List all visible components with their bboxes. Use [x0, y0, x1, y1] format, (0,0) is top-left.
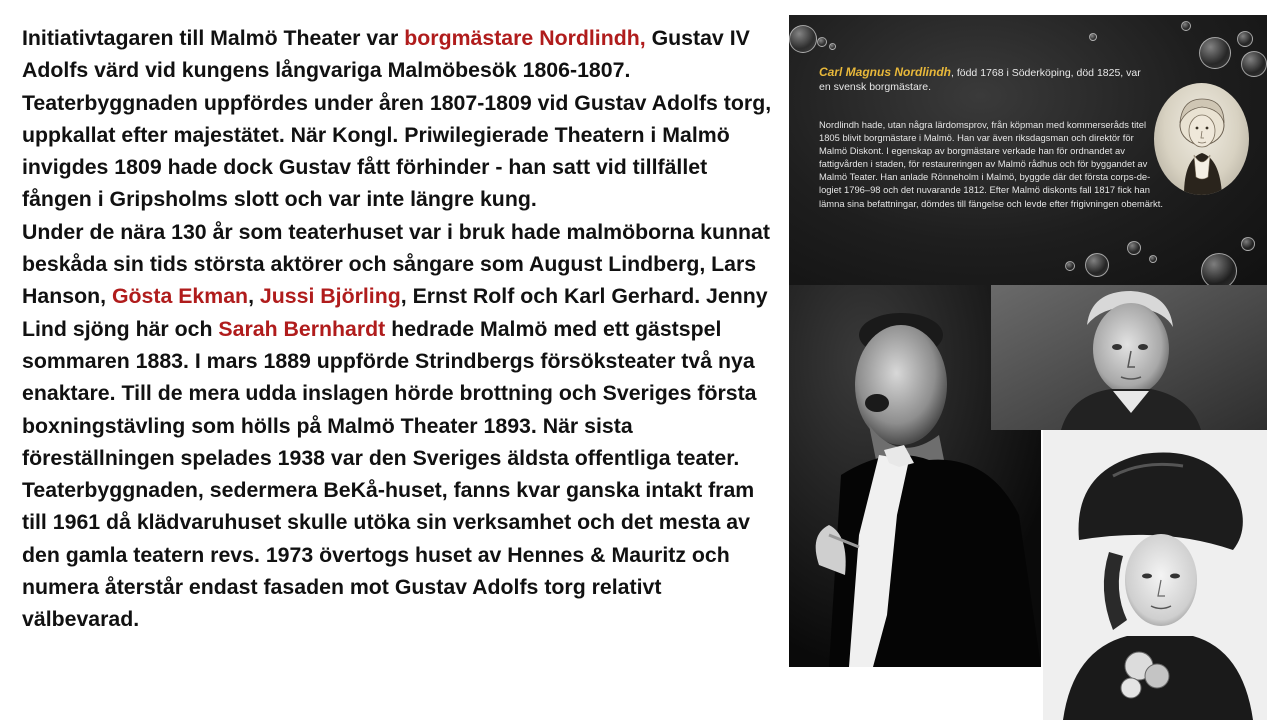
paragraph-1: [22, 22, 782, 216]
text-segment: Under de nära 130 år som teaterhuset var i bruk hade malmöborna kunnat beskåda sin tids största aktörer och sångare som August Lindberg, Lars Hanson,: [22, 219, 770, 309]
bubble-decoration: [1241, 51, 1267, 77]
article-text: [22, 22, 782, 636]
text-segment: Gustav IV Adolfs värd vid kungens långvariga Malmöbesök 1806-1807. Teaterbyggnaden uppfördes under åren 1807-1809 vid Gustav Adolfs torg, uppkallat efter majestätet. När Kongl. Priwilegierade Theatern i Malmö invigdes 1809 hade dock Gustav fått förhinder - han satt vid tillfället fången i Gripsholms slott och var inte längre kung.: [22, 26, 772, 212]
bio-name: Carl Magnus Nordlindh: [819, 65, 951, 79]
text-segment: , Ernst Rolf och Karl Gerhard. Jenny Lind sjöng här och: [22, 284, 768, 341]
bio-name-suffix: , född 1768 i Söderköping, död 1825, var en svensk borgmästare.: [819, 67, 1141, 93]
text-segment: ,: [248, 284, 260, 309]
bubble-decoration: [1237, 31, 1253, 47]
paragraph-2: [22, 216, 782, 474]
text-segment: hedrade Malmö med ett gästspel sommaren 1883. I mars 1889 uppförde Strindbergs försöksteater två nya enaktare. Till de mera udda inslagen hörde brottning och Sveriges första boxningstävling som hölls på Malmö Theater 1893. När sista föreställningen spelades 1938 var den Sveriges äldsta offentliga teater.: [22, 316, 757, 470]
nordlindh-bio-card: [789, 15, 1267, 285]
highlighted-name: Gösta Ekman: [111, 284, 249, 309]
bernhardt-photo: [1043, 430, 1267, 720]
bio-body: Nordlindh hade, utan några lärdomsprov, från köpman med kommerseråds titel 1805 blivit borgmästare i Malmö. Han var även riksdagsman och direktör för Malmö Diskont. I egenskap av borgmästare verkade han för ordnandet av fattigvården i staden, för restaureringen av Malmö rådhus och för byggandet av Malmö Teater. Han anlade Rönneholm i Malmö, byggde där det första corps-de-logiet 1796–98 och det nuvarande 1812. Efter Malmö diskonts fall 1817 fick han lämna sina befattningar, dömdes till fängelse och levde efter frigivningen obemärkt.: [819, 119, 1163, 209]
bio-heading: [819, 65, 1149, 94]
bubble-decoration: [1085, 253, 1109, 277]
bubble-decoration: [1181, 21, 1191, 31]
highlighted-name: Sarah Bernhardt: [218, 316, 386, 341]
bubble-decoration: [829, 43, 836, 50]
bubble-decoration: [817, 37, 827, 47]
bubble-decoration: [1201, 253, 1237, 285]
bubble-decoration: [1241, 237, 1255, 251]
nordlindh-portrait: [1154, 83, 1249, 195]
bubble-decoration: [789, 25, 817, 53]
text-segment: Teaterbyggnaden, sedermera BeKå-huset, fanns kvar ganska intakt fram till 1961 då klädvaruhuset skulle utöka sin verksamhet och det mesta av den gamla teatern revs. 1973 övertogs huset av Hennes & Mauritz och numera återstår endast fasaden mot Gustav Adolfs torg relativt välbevarad.: [22, 478, 755, 632]
highlighted-name: Jussi Björling: [259, 284, 401, 309]
bubble-decoration: [1199, 37, 1231, 69]
ekman-photo: [991, 285, 1267, 430]
highlighted-name: borgmästare Nordlindh,: [404, 26, 646, 50]
paragraph-3: [22, 474, 782, 635]
bubble-decoration: [1089, 33, 1097, 41]
bubble-decoration: [1065, 261, 1075, 271]
bubble-decoration: [1149, 255, 1157, 263]
bubble-decoration: [1127, 241, 1141, 255]
text-segment: Initiativtagaren till Malmö Theater var: [22, 26, 405, 50]
